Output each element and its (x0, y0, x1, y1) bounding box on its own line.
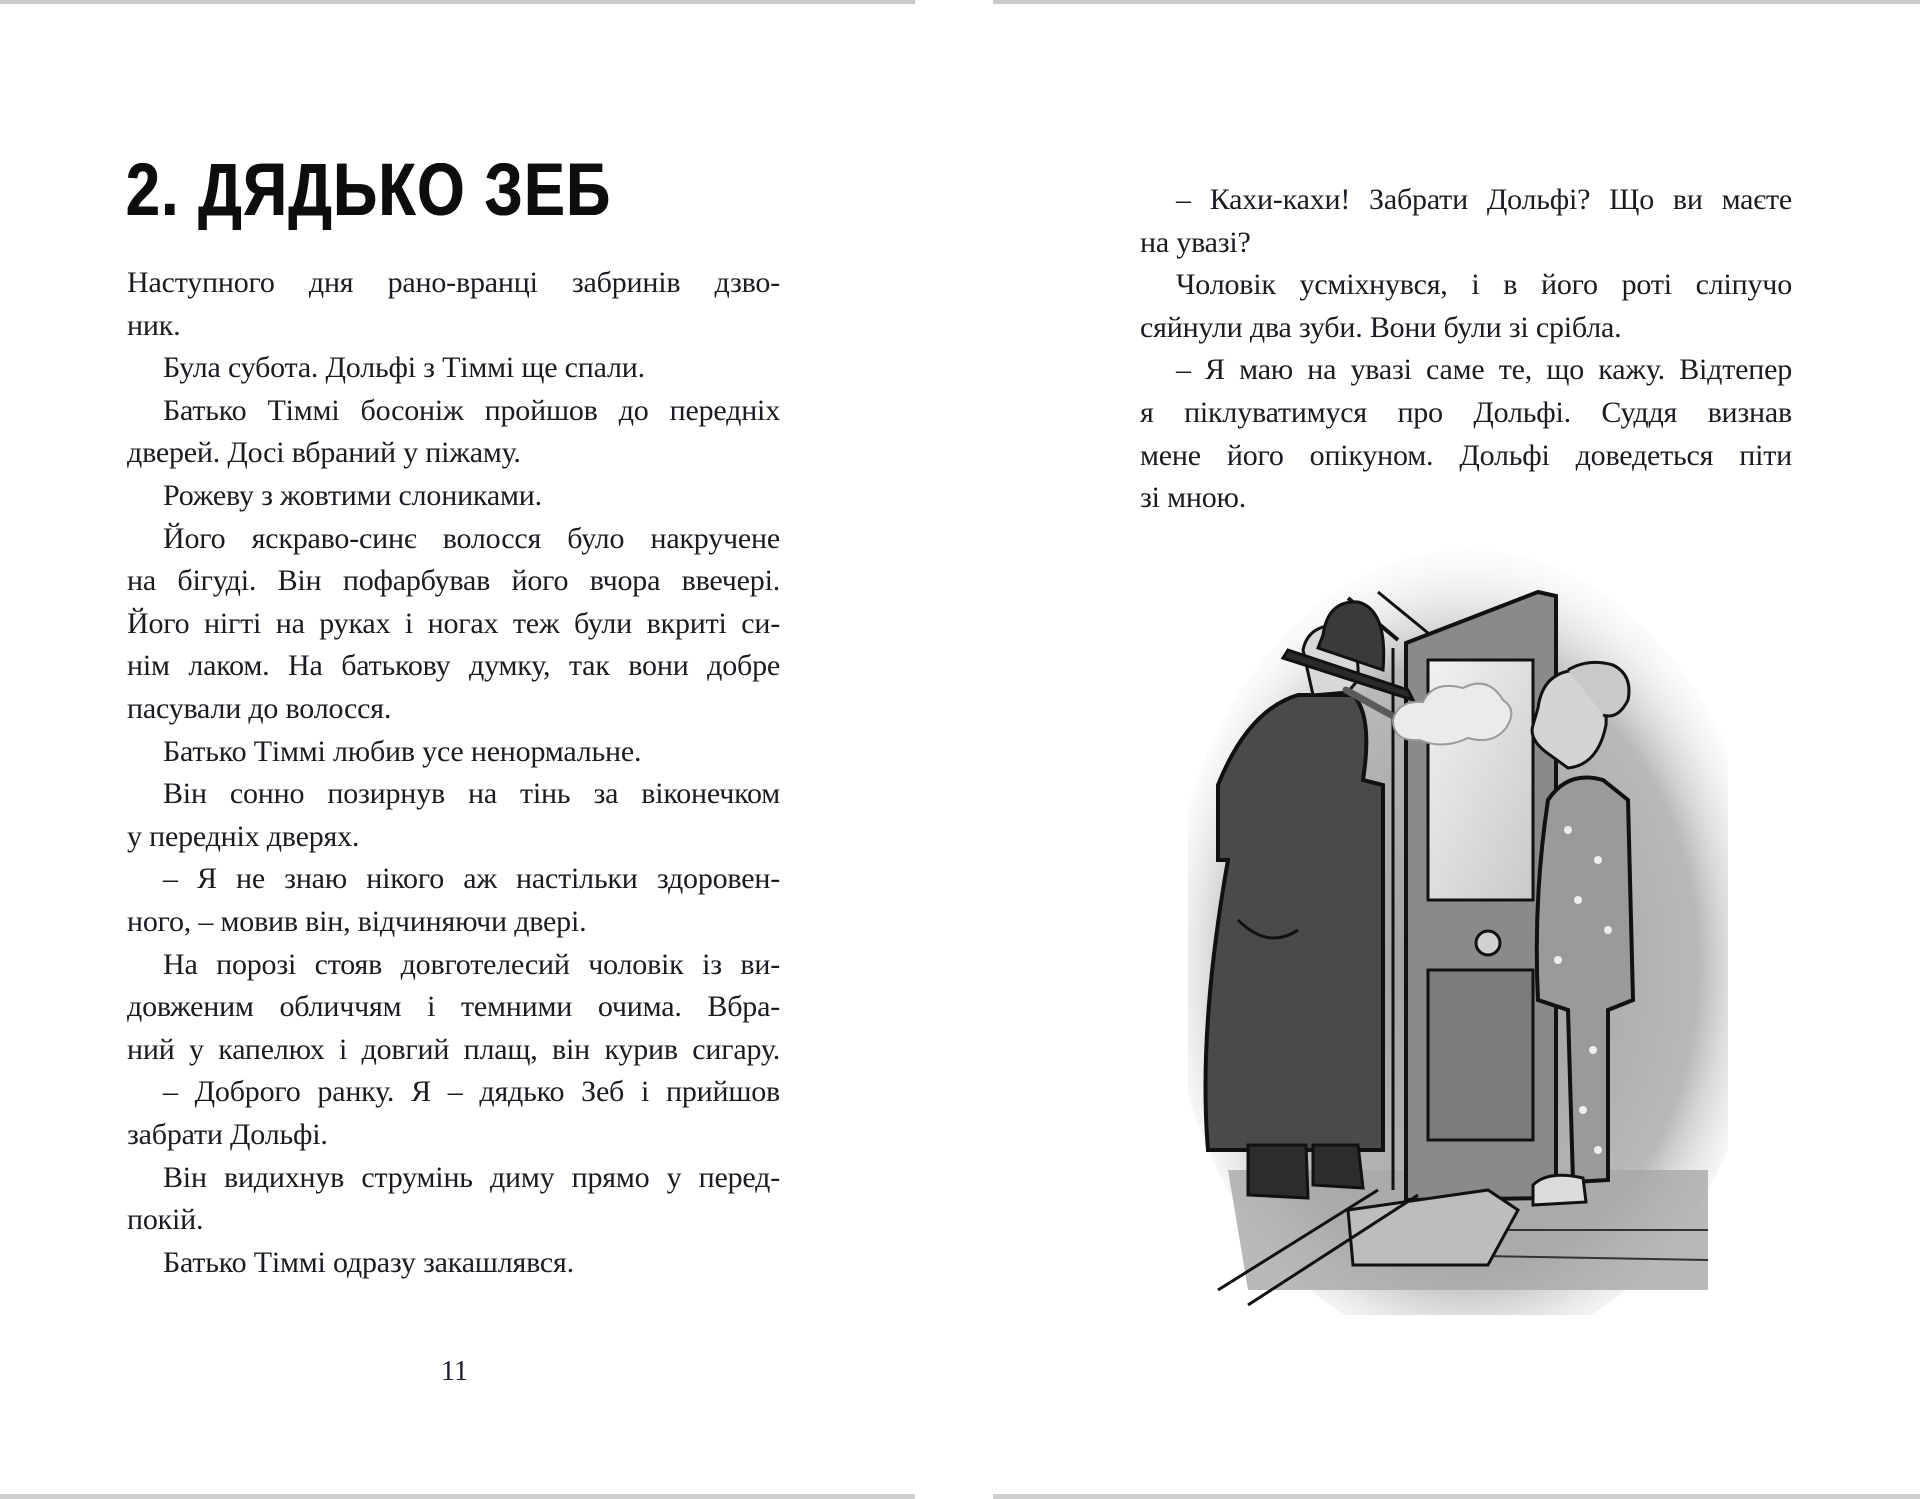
text-line: Чоловік усміхнувся, і в його роті сліпучо (1176, 268, 1792, 302)
text-line: забрати Дольфі. (127, 1118, 328, 1151)
page-bottom-edge (993, 1494, 1920, 1499)
page-top-edge (0, 0, 915, 4)
text-line: – Я не знаю нікого аж настільки здоровен- (163, 862, 780, 896)
text-line: Батько Тіммі любив усе ненормальне. (163, 734, 642, 768)
text-line: Його яскраво-синє волосся було накручене (163, 521, 780, 555)
text-line: Наступного дня рано-вранці забринів дзво- (127, 266, 780, 299)
text-line: нім лаком. На батькову думку, так вони добре (127, 649, 780, 683)
text-line: довженим обличчям і темними очима. Вбра- (127, 990, 780, 1024)
text-line: ний у капелюх і довгий плащ, він курив сигару. (127, 1032, 780, 1066)
text-line: Він видихнув струмінь диму прямо у перед- (163, 1160, 780, 1194)
text-line: На порозі стояв довготелесий чоловік із ви- (163, 947, 780, 981)
text-line: Батько Тіммі одразу закашлявся. (163, 1245, 574, 1279)
text-line: покій. (127, 1203, 204, 1237)
page-number: 11 (441, 1356, 468, 1387)
chapter-title: 2. ДЯДЬКО ЗЕБ (126, 148, 612, 231)
text-line: у передніх дверях. (127, 819, 360, 853)
text-line: Він сонно позирнув на тінь за віконечком (163, 777, 780, 811)
story-illustration (1188, 530, 1728, 1315)
text-line: Його нігті на руках і ногах теж були вкриті си- (127, 606, 780, 640)
text-line: пасували до волосся. (127, 692, 392, 725)
text-line: Батько Тіммі босоніж пройшов до передніх (163, 393, 780, 427)
right-page (993, 0, 1920, 1499)
text-line: дверей. Досі вбраний у піжаму. (127, 436, 521, 470)
text-line: сяйнули два зуби. Вони були зі срібла. (1140, 310, 1622, 344)
text-line: ного, – мовив він, відчиняючи двері. (127, 905, 587, 938)
text-line: на бігуді. Він пофарбував його вчора ввечері. (127, 564, 780, 598)
door-knob (1476, 931, 1500, 955)
text-line: ник. (127, 308, 181, 342)
page-top-edge (993, 0, 1920, 4)
text-line: мене його опікуном. Дольфі доведеться піти (1140, 438, 1792, 472)
page-bottom-edge (0, 1494, 915, 1499)
text-line: – Доброго ранку. Я – дядько Зеб і прийшов (163, 1075, 780, 1109)
text-line: – Кахи-кахи! Забрати Дольфі? Що ви маєте (1176, 183, 1792, 216)
left-page (0, 0, 915, 1499)
text-line: – Я маю на увазі саме те, що кажу. Відтепер (1176, 353, 1792, 387)
text-line: на увазі? (1140, 225, 1251, 259)
man-in-coat (1206, 695, 1384, 1150)
text-line: Була субота. Дольфі з Тіммі ще спали. (163, 351, 645, 385)
text-line: я піклуватимуся про Дольфі. Суддя визнав (1140, 396, 1792, 429)
text-line: Рожеву з жовтими слониками. (163, 479, 542, 512)
text-line: зі мною. (1140, 481, 1247, 515)
